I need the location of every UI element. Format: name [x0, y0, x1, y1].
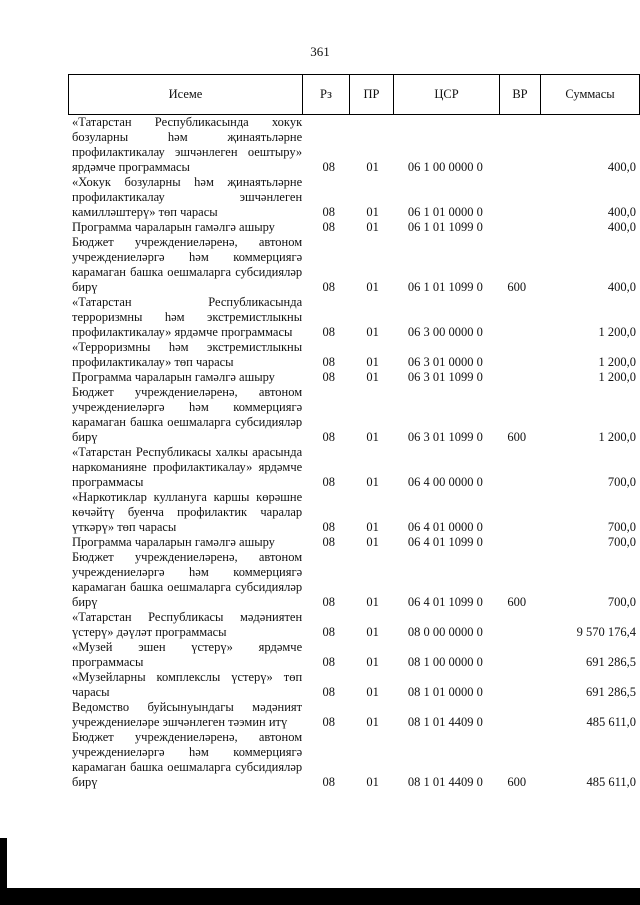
- cell-name: «Татарстан Республикасында хокук бозуларны һәм җинаятьләрне профилактикалау эшчәнлеген оештыру» ярдәмче программасы: [72, 115, 303, 174]
- cell-csr: 06 1 00 0000 0: [407, 160, 483, 174]
- cell-pr: 01: [366, 160, 379, 174]
- cell-vr: [497, 445, 537, 490]
- cell-csr: 08 0 00 0000 0: [407, 625, 483, 639]
- cell-csr: 06 3 01 1099 0: [407, 370, 483, 384]
- table-row: [72, 535, 640, 550]
- cell-rz: 08: [322, 625, 336, 639]
- cell-vr: 600: [507, 595, 527, 609]
- cell-name: Бюджет учреждениеләренә, автоном учреждениеләргә һәм коммерциягә карамаган башка оешмаларга субсидияләр бирү: [72, 235, 303, 294]
- cell-rz: 08: [322, 655, 336, 669]
- cell-pr: 01: [366, 685, 379, 699]
- cell-sum: 400,0: [607, 160, 636, 174]
- cell-csr: 08 1 01 4409 0: [407, 715, 483, 729]
- table-row: [72, 115, 640, 175]
- header-vr: ВР: [500, 75, 541, 115]
- cell-name: Бюджет учреждениеләренә, автоном учреждениеләргә һәм коммерциягә карамаган башка оешмаларга субсидияләр бирү: [72, 550, 303, 609]
- cell-vr: [497, 640, 537, 670]
- cell-pr: 01: [366, 520, 379, 534]
- cell-rz: 08: [322, 715, 336, 729]
- cell-sum: 400,0: [607, 280, 636, 294]
- cell-name: «Наркотиклар куллануга каршы көрәшне көчәйтү буенча профилактик чаралар үткәрү» төп чарасы: [72, 490, 303, 534]
- cell-sum: 400,0: [607, 220, 636, 234]
- cell-csr: 08 1 00 0000 0: [407, 655, 483, 669]
- cell-name: Бюджет учреждениеләренә, автоном учреждениеләргә һәм коммерциягә карамаган башка оешмаларга субсидияләр бирү: [72, 730, 303, 789]
- header-rz: Рз: [303, 75, 350, 115]
- cell-pr: 01: [366, 205, 379, 219]
- cell-csr: 06 3 00 0000 0: [407, 325, 483, 339]
- cell-rz: 08: [322, 775, 336, 789]
- cell-pr: 01: [366, 625, 379, 639]
- cell-rz: 08: [322, 325, 336, 339]
- cell-sum: 691 286,5: [586, 685, 636, 699]
- cell-name: Программа чараларын гамәлгә ашыру: [72, 370, 275, 384]
- cell-name: «Музейларны комплекслы үстерү» төп чарасы: [72, 670, 303, 699]
- table-row: [72, 235, 640, 295]
- cell-vr: [497, 370, 537, 385]
- cell-name: «Татарстан Республикасы халкы арасында наркоманияне профилактикалау» ярдәмче программасы: [72, 445, 303, 489]
- cell-csr: 06 4 01 1099 0: [407, 595, 483, 609]
- cell-sum: 691 286,5: [586, 655, 636, 669]
- table-row: [72, 490, 640, 535]
- cell-sum: 9 570 176,4: [576, 625, 636, 639]
- table-row: [72, 370, 640, 385]
- cell-pr: 01: [366, 775, 379, 789]
- cell-sum: 485 611,0: [586, 775, 636, 789]
- cell-vr: 600: [507, 775, 527, 789]
- cell-csr: 06 4 01 0000 0: [407, 520, 483, 534]
- cell-rz: 08: [322, 520, 336, 534]
- cell-sum: 1 200,0: [598, 430, 636, 444]
- cell-rz: 08: [322, 475, 336, 489]
- cell-rz: 08: [322, 535, 336, 549]
- cell-rz: 08: [322, 160, 336, 174]
- cell-rz: 08: [322, 430, 336, 444]
- cell-pr: 01: [366, 715, 379, 729]
- cell-sum: 700,0: [607, 595, 636, 609]
- cell-csr: 06 3 01 0000 0: [407, 355, 483, 369]
- cell-csr: 06 1 01 0000 0: [407, 205, 483, 219]
- cell-vr: 600: [507, 280, 527, 294]
- cell-vr: [497, 700, 537, 730]
- cell-pr: 01: [366, 595, 379, 609]
- cell-csr: 08 1 01 4409 0: [407, 775, 483, 789]
- cell-pr: 01: [366, 535, 379, 549]
- cell-sum: 485 611,0: [586, 715, 636, 729]
- cell-name: «Татарстан Республикасы мәдәниятен үстерү» дәүләт программасы: [72, 610, 303, 639]
- table-row: [72, 610, 640, 640]
- cell-sum: 700,0: [607, 520, 636, 534]
- table-row: [72, 730, 640, 790]
- cell-name: «Терроризмны һәм экстремистлыкны профилактикалау» төп чарасы: [72, 340, 303, 369]
- header-sum: Суммасы: [541, 75, 640, 115]
- cell-vr: [497, 670, 537, 700]
- table-row: [72, 700, 640, 730]
- cell-sum: 1 200,0: [598, 370, 636, 384]
- cell-vr: [497, 115, 537, 175]
- header-csr: ЦСР: [394, 75, 500, 115]
- cell-vr: [497, 340, 537, 370]
- cell-vr: [497, 220, 537, 235]
- cell-name: «Музей эшен үстерү» ярдәмче программасы: [72, 640, 303, 669]
- cell-vr: [497, 610, 537, 640]
- cell-pr: 01: [366, 220, 379, 234]
- table-row: [72, 640, 640, 670]
- cell-vr: [497, 295, 537, 340]
- cell-csr: 08 1 01 0000 0: [407, 685, 483, 699]
- cell-pr: 01: [366, 355, 379, 369]
- cell-csr: 06 4 00 0000 0: [407, 475, 483, 489]
- table-row: [72, 340, 640, 370]
- cell-rz: 08: [322, 280, 336, 294]
- cell-pr: 01: [366, 655, 379, 669]
- cell-pr: 01: [366, 280, 379, 294]
- cell-rz: 08: [322, 205, 336, 219]
- cell-sum: 700,0: [607, 475, 636, 489]
- cell-pr: 01: [366, 430, 379, 444]
- cell-rz: 08: [322, 220, 336, 234]
- cell-rz: 08: [322, 685, 336, 699]
- cell-csr: 06 1 01 1099 0: [407, 220, 483, 234]
- cell-rz: 08: [322, 355, 336, 369]
- table-row: [72, 295, 640, 340]
- cell-sum: 1 200,0: [598, 355, 636, 369]
- page-number: 361: [310, 44, 330, 59]
- cell-name: «Хокук бозуларны һәм җинаятьләрне профилактикалау эшчәнлеген камилләштерү» төп чарасы: [72, 175, 303, 219]
- cell-rz: 08: [322, 595, 336, 609]
- cell-name: Программа чараларын гамәлгә ашыру: [72, 220, 275, 234]
- cell-csr: 06 4 01 1099 0: [407, 535, 483, 549]
- cell-vr: [497, 175, 537, 220]
- cell-name: Ведомство буйсынуындагы мәдәният учреждениеләре эшчәнлеген тәэмин итү: [72, 700, 303, 729]
- table-row: [72, 220, 640, 235]
- cell-sum: 400,0: [607, 205, 636, 219]
- header-pr: ПР: [350, 75, 394, 115]
- cell-sum: 700,0: [607, 535, 636, 549]
- cell-name: Бюджет учреждениеләренә, автоном учреждениеләргә һәм коммерциягә карамаган башка оешмаларга субсидияләр бирү: [72, 385, 303, 444]
- table-header: [68, 74, 640, 115]
- cell-sum: 1 200,0: [598, 325, 636, 339]
- cell-pr: 01: [366, 325, 379, 339]
- cell-csr: 06 3 01 1099 0: [407, 430, 483, 444]
- table-row: [72, 385, 640, 445]
- cell-name: «Татарстан Республикасында терроризмны һәм экстремистлыкны профилактикалау» ярдәмче программасы: [72, 295, 303, 339]
- cell-rz: 08: [322, 370, 336, 384]
- table-row: [72, 175, 640, 220]
- cell-name: Программа чараларын гамәлгә ашыру: [72, 535, 275, 549]
- cell-csr: 06 1 01 1099 0: [407, 280, 483, 294]
- header-name: Исеме: [69, 75, 303, 115]
- table-row: [72, 550, 640, 610]
- cell-pr: 01: [366, 370, 379, 384]
- cell-pr: 01: [366, 475, 379, 489]
- table-row: [72, 445, 640, 490]
- table-row: [72, 670, 640, 700]
- budget-table: [72, 115, 640, 790]
- cell-vr: [497, 490, 537, 535]
- cell-vr: [497, 535, 537, 550]
- cell-vr: 600: [507, 430, 527, 444]
- scan-edge-bottom: [0, 888, 640, 905]
